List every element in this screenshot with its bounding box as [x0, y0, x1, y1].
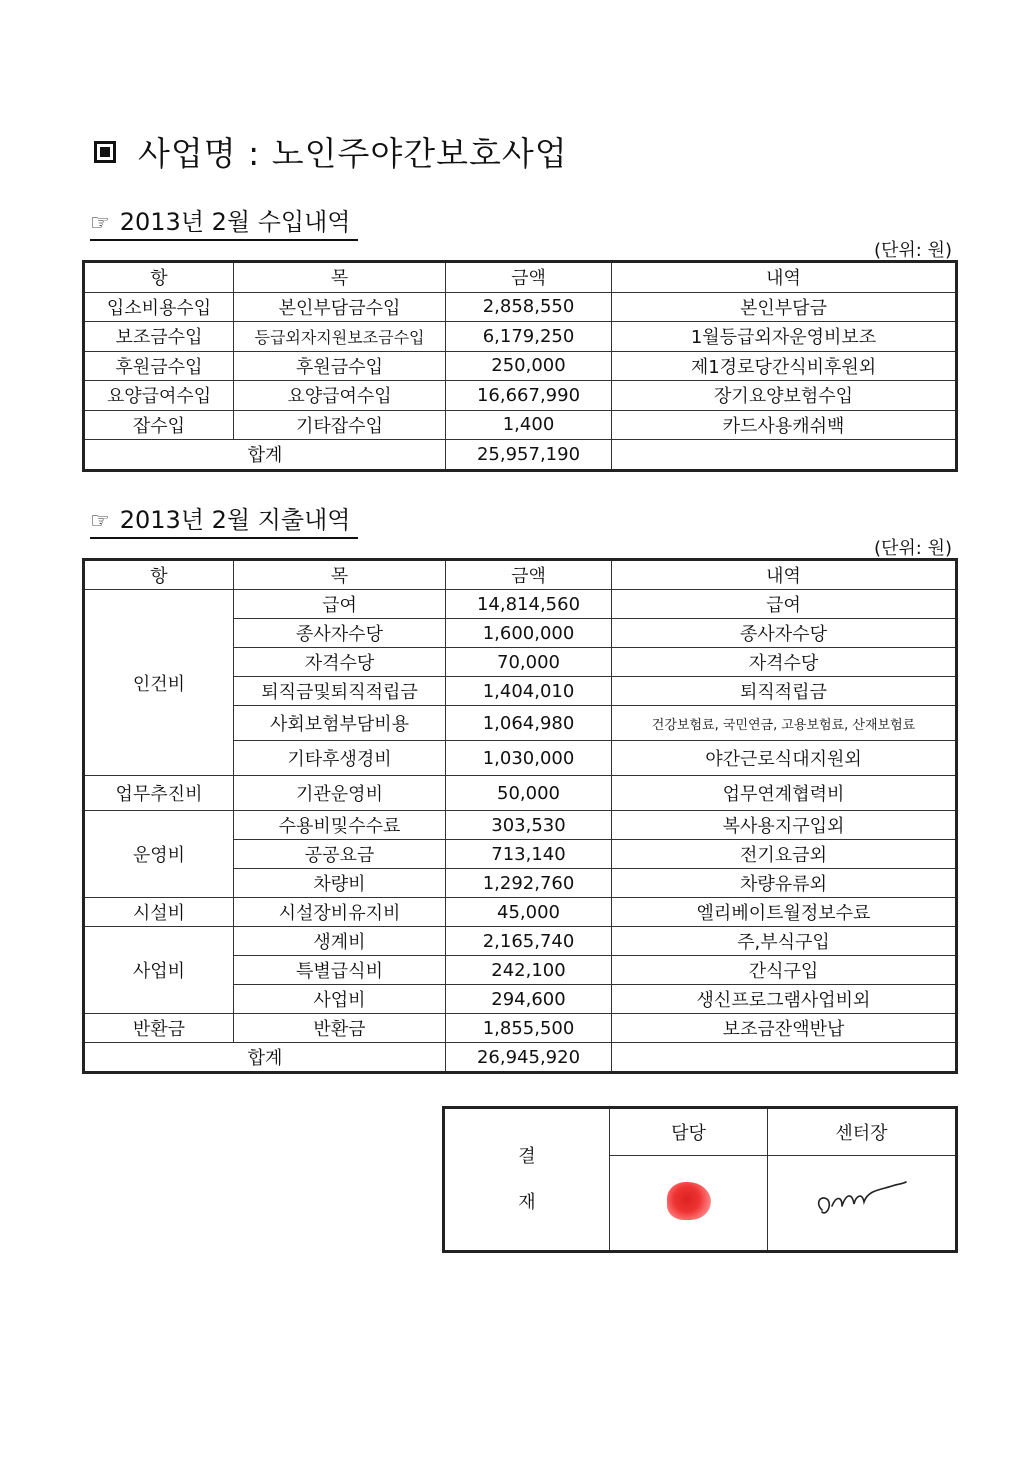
amount-cell: 713,140 — [446, 840, 612, 869]
total-label: 합계 — [84, 1043, 446, 1073]
header-cell: 항 — [84, 560, 234, 590]
amount-cell: 303,530 — [446, 811, 612, 840]
total-detail — [612, 1043, 957, 1073]
detail-cell: 건강보험료, 국민연금, 고용보험료, 산재보험료 — [612, 706, 957, 741]
mok-cell: 사회보험부담비용 — [234, 706, 446, 741]
manager-stamp-cell — [610, 1156, 768, 1252]
mok-cell: 본인부담금수입 — [234, 292, 446, 322]
hang-cell: 보조금수입 — [84, 322, 234, 352]
hang-cell: 인건비 — [84, 590, 234, 776]
amount-cell: 14,814,560 — [446, 590, 612, 619]
total-label: 합계 — [84, 440, 446, 471]
header-cell: 금액 — [446, 560, 612, 590]
detail-cell: 엘리베이트월정보수료 — [612, 898, 957, 927]
square-bullet-icon — [94, 141, 116, 163]
mok-cell: 차량비 — [234, 869, 446, 898]
table-row — [84, 1014, 957, 1043]
mok-cell: 기타후생경비 — [234, 741, 446, 776]
mok-cell: 요양급여수입 — [234, 381, 446, 411]
hang-cell: 업무추진비 — [84, 776, 234, 811]
amount-cell: 1,404,010 — [446, 677, 612, 706]
detail-cell: 급여 — [612, 590, 957, 619]
header-cell: 항 — [84, 262, 234, 293]
table-row — [84, 351, 957, 381]
total-amount: 25,957,190 — [446, 440, 612, 471]
page-title-text: 사업명 : 노인주야간보호사업 — [138, 134, 568, 173]
total-amount: 26,945,920 — [446, 1043, 612, 1073]
approval-label-bottom: 재 — [518, 1191, 536, 1213]
red-seal-stamp — [667, 1182, 711, 1220]
detail-cell: 장기요양보험수입 — [612, 381, 957, 411]
hang-cell: 후원금수입 — [84, 351, 234, 381]
detail-cell: 전기요금외 — [612, 840, 957, 869]
mok-cell: 기타잡수입 — [234, 410, 446, 440]
mok-cell: 수용비및수수료 — [234, 811, 446, 840]
header-cell: 내역 — [612, 560, 957, 590]
approval-col-director: 센터장 — [768, 1108, 957, 1156]
hang-cell: 입소비용수입 — [84, 292, 234, 322]
amount-cell: 45,000 — [446, 898, 612, 927]
table-row — [84, 811, 957, 840]
pointing-hand-icon: ☞ — [90, 509, 110, 534]
approval-label — [444, 1108, 610, 1252]
table-row — [84, 590, 957, 619]
mok-cell: 생계비 — [234, 927, 446, 956]
amount-cell: 1,855,500 — [446, 1014, 612, 1043]
detail-cell: 종사자수당 — [612, 619, 957, 648]
table-row — [84, 898, 957, 927]
table-row — [84, 410, 957, 440]
mok-cell: 특별급식비 — [234, 956, 446, 985]
income-unit: (단위: 원) — [874, 240, 952, 261]
table-row — [84, 776, 957, 811]
mok-cell: 시설장비유지비 — [234, 898, 446, 927]
table-row — [84, 322, 957, 352]
table-row — [84, 927, 957, 956]
detail-cell: 차량유류외 — [612, 869, 957, 898]
mok-cell: 퇴직금및퇴직적립금 — [234, 677, 446, 706]
header-cell: 목 — [234, 262, 446, 293]
page-title — [94, 128, 568, 175]
income-heading: ☞ 2013년 2월 수입내역 — [90, 202, 358, 241]
amount-cell: 2,858,550 — [446, 292, 612, 322]
detail-cell: 주,부식구입 — [612, 927, 957, 956]
hang-cell: 운영비 — [84, 811, 234, 898]
amount-cell: 50,000 — [446, 776, 612, 811]
amount-cell: 16,667,990 — [446, 381, 612, 411]
mok-cell: 공공요금 — [234, 840, 446, 869]
total-detail — [612, 440, 957, 471]
pointing-hand-icon: ☞ — [90, 211, 110, 236]
amount-cell: 1,600,000 — [446, 619, 612, 648]
table-row — [84, 292, 957, 322]
mok-cell: 급여 — [234, 590, 446, 619]
hang-cell: 반환금 — [84, 1014, 234, 1043]
detail-cell: 자격수당 — [612, 648, 957, 677]
table-header-row — [84, 262, 957, 293]
mok-cell: 자격수당 — [234, 648, 446, 677]
detail-cell: 복사용지구입외 — [612, 811, 957, 840]
detail-cell: 생신프로그램사업비외 — [612, 985, 957, 1014]
expense-unit: (단위: 원) — [874, 538, 952, 559]
table-header-row — [84, 560, 957, 590]
header-cell: 금액 — [446, 262, 612, 293]
approval-table — [442, 1106, 958, 1253]
total-row — [84, 440, 957, 471]
detail-cell: 보조금잔액반납 — [612, 1014, 957, 1043]
amount-cell: 294,600 — [446, 985, 612, 1014]
hang-cell: 사업비 — [84, 927, 234, 1014]
amount-cell: 1,030,000 — [446, 741, 612, 776]
amount-cell: 242,100 — [446, 956, 612, 985]
hang-cell: 요양급여수입 — [84, 381, 234, 411]
mok-cell: 후원금수입 — [234, 351, 446, 381]
hang-cell: 시설비 — [84, 898, 234, 927]
detail-cell: 간식구입 — [612, 956, 957, 985]
approval-label-top: 결 — [518, 1145, 536, 1167]
mok-cell: 반환금 — [234, 1014, 446, 1043]
approval-col-manager: 담당 — [610, 1108, 768, 1156]
amount-cell: 250,000 — [446, 351, 612, 381]
detail-cell: 퇴직적립금 — [612, 677, 957, 706]
mok-cell: 사업비 — [234, 985, 446, 1014]
expense-heading: ☞ 2013년 2월 지출내역 — [90, 500, 358, 539]
mok-cell: 종사자수당 — [234, 619, 446, 648]
header-cell: 내역 — [612, 262, 957, 293]
detail-cell: 야간근로식대지원외 — [612, 741, 957, 776]
amount-cell: 70,000 — [446, 648, 612, 677]
hang-cell: 잡수입 — [84, 410, 234, 440]
detail-cell: 본인부담금 — [612, 292, 957, 322]
detail-cell: 제1경로당간식비후원외 — [612, 351, 957, 381]
header-cell: 목 — [234, 560, 446, 590]
detail-cell: 업무연계협력비 — [612, 776, 957, 811]
director-signature-cell — [768, 1156, 957, 1252]
mok-cell: 기관운영비 — [234, 776, 446, 811]
amount-cell: 6,179,250 — [446, 322, 612, 352]
amount-cell: 2,165,740 — [446, 927, 612, 956]
table-row — [84, 381, 957, 411]
detail-cell: 1월등급외자운영비보조 — [612, 322, 957, 352]
handwritten-signature — [802, 1176, 922, 1226]
income-table — [82, 260, 958, 472]
amount-cell: 1,292,760 — [446, 869, 612, 898]
total-row — [84, 1043, 957, 1073]
amount-cell: 1,400 — [446, 410, 612, 440]
mok-cell: 등급외자지원보조금수입 — [234, 322, 446, 352]
detail-cell: 카드사용캐쉬백 — [612, 410, 957, 440]
amount-cell: 1,064,980 — [446, 706, 612, 741]
expense-table — [82, 558, 958, 1074]
